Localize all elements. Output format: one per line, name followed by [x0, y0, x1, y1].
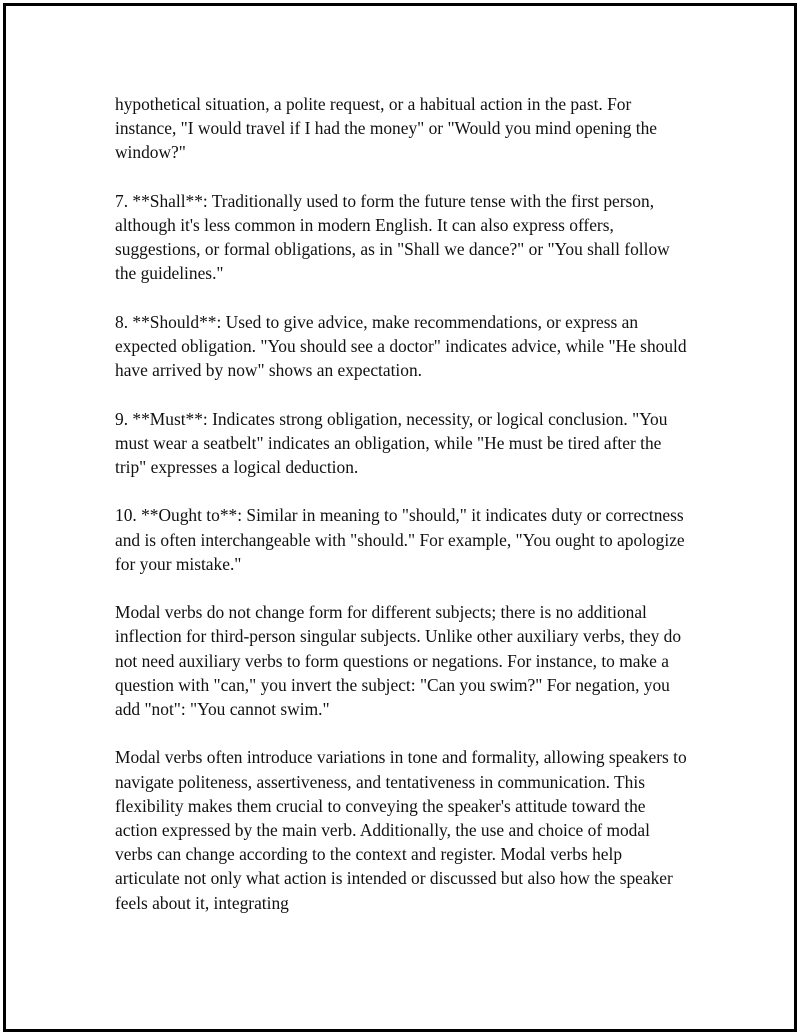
paragraph-shall: 7. **Shall**: Traditionally used to form the future tense with the first person, although it's less common in modern English. It can also express offers, suggestions, or formal obligations, as in "Shall we dance?" or "You shall follow the guidelines.": [115, 190, 670, 284]
document-body: [115, 92, 690, 939]
paragraph-modal-form: Modal verbs do not change form for different subjects; there is no additional inflection for third-person singular subjects. Unlike other auxiliary verbs, they do not need auxiliary verbs to form questions or negations. For instance, to make a question with "can," you invert the subject: "Can you swim?" For negation, you add "not": "You cannot swim.": [115, 602, 682, 719]
paragraph-should: 8. **Should**: Used to give advice, make recommendations, or express an expected obligation. "You should see a doctor" indicates advice, while "He should have arrived by now" shows an expectation.: [115, 311, 687, 381]
paragraph-modal-tone: Modal verbs often introduce variations in tone and formality, allowing speakers to navigate politeness, assertiveness, and tentativeness in communication. This flexibility makes them crucial to conveying the speaker's attitude toward the action expressed by the main verb. Additionally, the use and choice of modal verbs can change according to the context and register. Modal verbs help articulate not only what action is intended or discussed but also how the speaker feels about it, integrating: [115, 747, 687, 913]
paragraph-must: 9. **Must**: Indicates strong obligation, necessity, or logical conclusion. "You must wear a seatbelt" indicates an obligation, while "He must be tired after the trip" expresses a logical deduction.: [115, 408, 668, 477]
paragraph-ought-to: 10. **Ought to**: Similar in meaning to "should," it indicates duty or correctness and is often interchangeable with "should." For example, "You ought to apologize for your mistake.": [115, 505, 685, 574]
paragraph-would-continuation: hypothetical situation, a polite request, or a habitual action in the past. For instance, "I would travel if I had the money" or "Would you mind opening the window?": [115, 94, 657, 163]
